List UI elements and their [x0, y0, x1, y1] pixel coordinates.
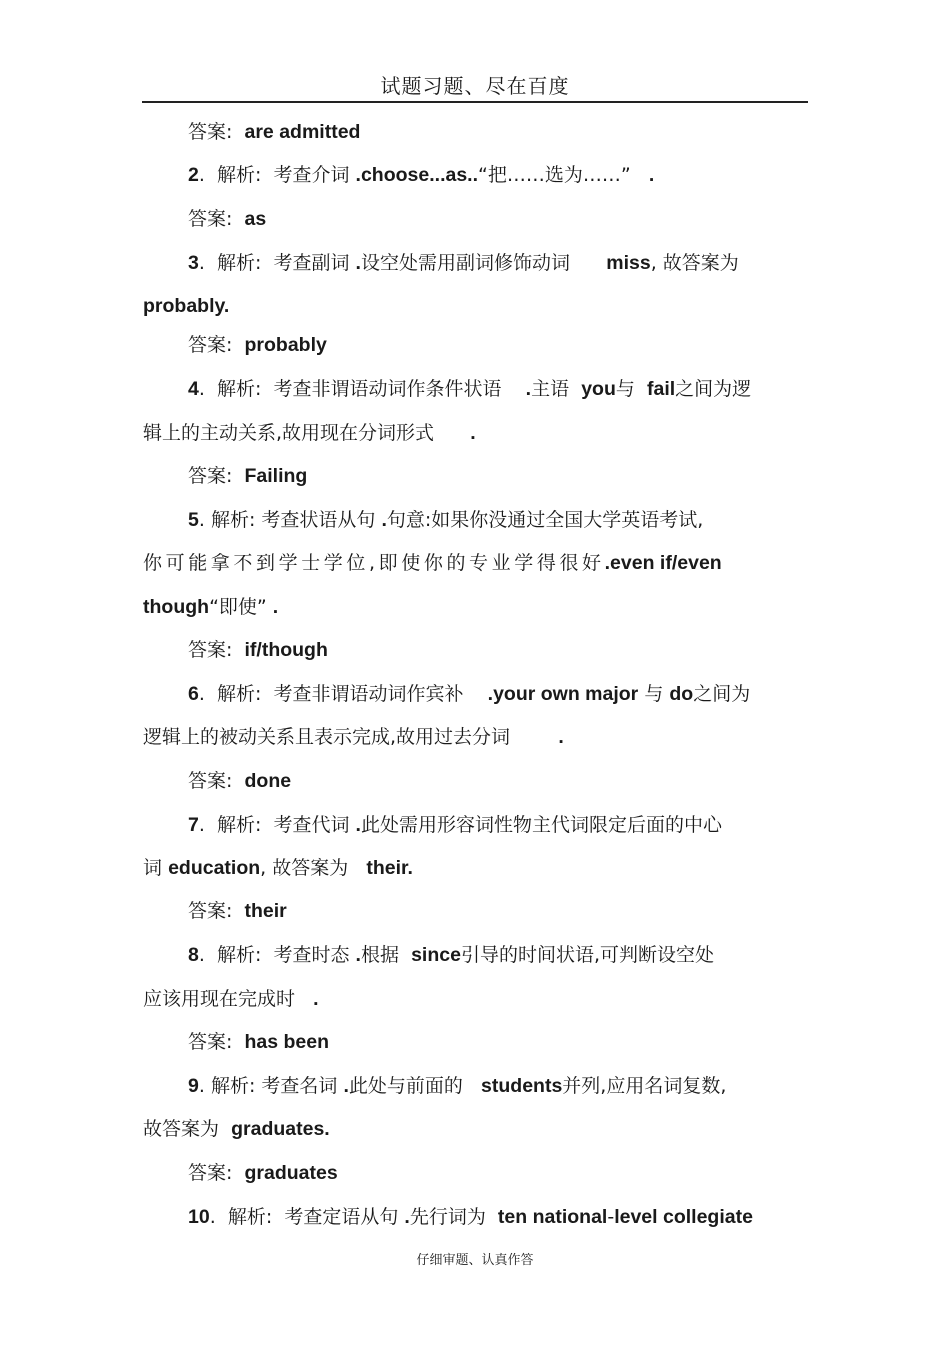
analysis-line-6: 6. 解析: 考查非谓语动词作宾补 .your own major 与 do之间为: [188, 683, 751, 705]
analysis-text: 你可能拿不到学士学位,即使你的专业学得很好: [143, 552, 605, 574]
answer-text: done: [244, 770, 292, 792]
answer-label: 答案:: [188, 900, 233, 922]
answer-label: 答案:: [188, 121, 233, 143]
item-number: 2: [188, 164, 199, 186]
analysis-bold: miss: [606, 252, 651, 274]
analysis-text: “把……选为……”: [478, 164, 631, 186]
analysis-text: 根据: [360, 944, 399, 966]
analysis-bold: .: [343, 1075, 349, 1097]
analysis-text: 应该用现在完成时: [143, 988, 296, 1010]
analysis-bold: .: [648, 164, 655, 186]
analysis-text: 考查定语从句: [284, 1206, 399, 1228]
answer-line-1: [188, 120, 360, 144]
answer-line-7: [188, 899, 287, 923]
analysis-cont-3: [143, 294, 229, 318]
analysis-bold: though: [143, 596, 210, 618]
analysis-label: 解析:: [227, 1206, 273, 1228]
answer-text: graduates: [244, 1162, 338, 1184]
analysis-text: , 故答案为: [650, 252, 739, 274]
analysis-cont-5b: [143, 595, 278, 619]
answer-label: 答案:: [188, 334, 233, 356]
analysis-cont-8: [143, 987, 319, 1011]
item-number: 5: [188, 509, 199, 531]
analysis-text: 与: [644, 683, 664, 705]
analysis-text: “即使”: [209, 596, 267, 618]
analysis-text: -: [607, 1206, 615, 1228]
analysis-bold: .: [355, 252, 361, 274]
analysis-bold: you: [581, 378, 616, 400]
analysis-bold: fail: [646, 378, 676, 400]
analysis-line-8: 8. 解析: 考查时态 .根据 since引导的时间状语,可判断设空处: [188, 944, 714, 966]
answer-text: Failing: [244, 465, 308, 487]
analysis-bold: .: [272, 596, 279, 618]
analysis-text: , 故答案为: [260, 857, 349, 879]
analysis-text: 设空处需用副词修饰动词: [360, 252, 570, 274]
item-number: 4: [188, 378, 199, 400]
header-rule: [142, 101, 808, 103]
item-number: 8: [188, 944, 199, 966]
analysis-bold: their.: [366, 857, 413, 879]
answer-text: as: [244, 208, 267, 230]
analysis-bold: .your own major: [487, 683, 639, 705]
analysis-text: 考查非谓语动词作宾补: [273, 683, 464, 705]
analysis-text: 句意:如果你没通过全国大学英语考试,: [386, 509, 704, 531]
analysis-text: 主语: [531, 378, 570, 400]
analysis-text: 引导的时间状语,可判断设空处: [460, 944, 714, 966]
analysis-line-2: 2. 解析: 考查介词 .choose...as..“把……选为……” .: [188, 164, 655, 186]
analysis-bold: .: [355, 814, 361, 836]
answer-label: 答案:: [188, 770, 233, 792]
analysis-line-5: 5. 解析: 考查状语从句 .句意:如果你没通过全国大学英语考试,: [188, 509, 704, 531]
analysis-bold: probably.: [143, 295, 230, 317]
analysis-bold: graduates.: [231, 1118, 330, 1140]
analysis-bold: .: [404, 1206, 410, 1228]
answer-line-3: [188, 333, 327, 357]
item-number: 10: [188, 1206, 210, 1228]
analysis-label: 解析:: [210, 509, 256, 531]
analysis-bold: since: [411, 944, 461, 966]
analysis-bold: .even if/even: [604, 552, 722, 574]
analysis-label: 解析:: [216, 683, 262, 705]
analysis-cont-9: [143, 1117, 330, 1141]
analysis-bold: ten national: [497, 1206, 608, 1228]
analysis-text: 考查时态: [273, 944, 350, 966]
analysis-text: 考查状语从句: [261, 509, 376, 531]
analysis-bold: level collegiate: [614, 1206, 753, 1228]
analysis-label: 解析:: [216, 814, 262, 836]
analysis-cont-6: [143, 725, 564, 749]
analysis-label: 解析:: [210, 1075, 256, 1097]
answer-line-9: [188, 1161, 338, 1185]
analysis-text: 考查非谓语动词作条件状语: [273, 378, 502, 400]
analysis-text: 之间为: [693, 683, 751, 705]
answer-label: 答案:: [188, 465, 233, 487]
analysis-text: 考查副词: [273, 252, 350, 274]
analysis-label: 解析:: [216, 378, 262, 400]
answer-label: 答案:: [188, 639, 233, 661]
analysis-line-10: 10. 解析: 考查定语从句 .先行词为 ten national-level collegiate: [188, 1206, 753, 1228]
analysis-text: 词: [143, 857, 163, 879]
analysis-label: 解析:: [216, 944, 262, 966]
answer-line-8: [188, 1030, 329, 1054]
analysis-line-9: 9. 解析: 考查名词 .此处与前面的 students并列,应用名词复数,: [188, 1075, 727, 1097]
analysis-line-7: 7. 解析: 考查代词 .此处需用形容词性物主代词限定后面的中心: [188, 814, 722, 836]
answer-text: if/though: [244, 639, 328, 661]
item-number: 3: [188, 252, 199, 274]
analysis-text: 考查代词: [273, 814, 350, 836]
analysis-text: 并列,应用名词复数,: [562, 1075, 727, 1097]
answer-label: 答案:: [188, 1162, 233, 1184]
analysis-line-4: 4. 解析: 考查非谓语动词作条件状语 .主语 you与 fail之间为逻: [188, 378, 752, 400]
analysis-bold: do: [669, 683, 694, 705]
analysis-text: 与: [615, 378, 635, 400]
analysis-bold: education: [168, 857, 261, 879]
analysis-text: 之间为逻: [675, 378, 752, 400]
analysis-label: 解析:: [216, 252, 262, 274]
answer-line-4: [188, 464, 307, 488]
analysis-cont-7: [143, 856, 413, 880]
answer-text: has been: [244, 1031, 330, 1053]
analysis-bold: .: [313, 988, 319, 1010]
analysis-bold: .choose...as..: [355, 164, 479, 186]
item-number: 9: [188, 1075, 199, 1097]
page-footer: 仔细审题、认真作答: [416, 1253, 534, 1268]
analysis-text: 先行词为: [409, 1206, 486, 1228]
answer-line-5: [188, 638, 328, 662]
answer-text: their: [244, 900, 287, 922]
analysis-cont-5a: [143, 551, 722, 575]
analysis-line-3: 3. 解析: 考查副词 .设空处需用副词修饰动词 miss, 故答案为: [188, 252, 739, 274]
answer-text: are admitted: [244, 121, 361, 143]
analysis-bold: .: [381, 509, 387, 531]
analysis-bold: .: [558, 726, 564, 748]
analysis-text: 此处需用形容词性物主代词限定后面的中心: [360, 814, 722, 836]
analysis-text: 此处与前面的: [348, 1075, 463, 1097]
answer-line-2: [188, 207, 266, 231]
analysis-text: 辑上的主动关系,故用现在分词形式: [143, 422, 435, 444]
answer-line-6: [188, 769, 291, 793]
analysis-text: 故答案为: [143, 1118, 220, 1140]
answer-text: probably: [244, 334, 327, 356]
answer-label: 答案:: [188, 208, 233, 230]
analysis-text: 考查介词: [273, 164, 350, 186]
page-header: 试题习题、尽在百度: [380, 74, 570, 98]
analysis-label: 解析:: [216, 164, 262, 186]
item-number: 6: [188, 683, 199, 705]
analysis-bold: .: [470, 422, 476, 444]
analysis-text: 考查名词: [261, 1075, 338, 1097]
analysis-bold: .: [355, 944, 361, 966]
analysis-cont-4: [143, 421, 476, 445]
analysis-bold: .: [525, 378, 532, 400]
analysis-bold: students: [481, 1075, 563, 1097]
analysis-text: 逻辑上的被动关系且表示完成,故用过去分词: [143, 726, 511, 748]
answer-label: 答案:: [188, 1031, 233, 1053]
item-number: 7: [188, 814, 199, 836]
